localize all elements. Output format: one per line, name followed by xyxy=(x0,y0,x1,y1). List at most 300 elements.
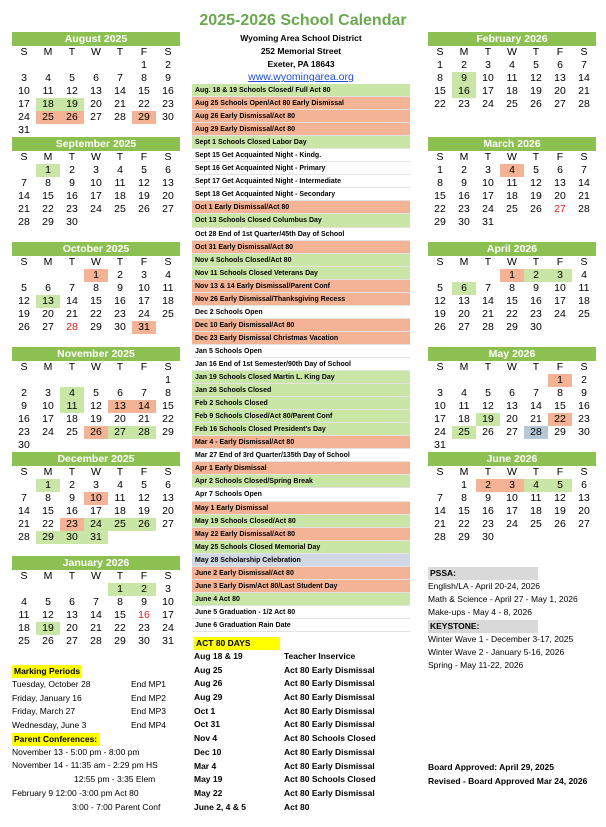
month-aug xyxy=(12,32,180,137)
day-cell: 5 xyxy=(93,387,99,399)
act80-desc: Act 80 Early Dismissal xyxy=(284,678,375,689)
month-grid xyxy=(12,361,180,452)
day-name: S xyxy=(436,256,444,268)
day-cell: 10 xyxy=(434,400,446,412)
day-name: S xyxy=(580,361,588,373)
event-row: Dec 10 Early Dismissal/Act 80 xyxy=(192,319,410,332)
empty-cell xyxy=(36,124,60,137)
day-cell: 24 xyxy=(90,203,102,215)
keystone-heading: KEYSTONE: xyxy=(428,620,538,633)
empty-cell xyxy=(60,59,84,72)
month-grid xyxy=(428,361,596,452)
marking-period-date: Tuesday, October 28 xyxy=(12,679,91,689)
day-cell: 16 xyxy=(452,85,476,98)
day-cell: 4 xyxy=(461,387,467,399)
day-cell: 14 xyxy=(132,400,156,413)
day-name: M xyxy=(459,256,469,268)
month-grid xyxy=(428,151,596,229)
day-name: F xyxy=(140,570,148,582)
day-name: T xyxy=(484,256,492,268)
day-cell: 13 xyxy=(506,400,518,412)
act80-desc: Act 80 Early Dismissal xyxy=(284,760,375,771)
day-cell: 14 xyxy=(18,505,30,517)
day-cell: 3 xyxy=(485,164,491,176)
day-cell: 15 xyxy=(162,400,174,412)
act80-desc: Act 80 Schools Closed xyxy=(284,774,376,785)
day-cell: 25 xyxy=(530,518,542,530)
day-cell: 10 xyxy=(18,85,30,97)
day-cell: 9 xyxy=(533,282,539,294)
event-row: Nov 4 Schools Closed/Act 80 xyxy=(192,254,410,267)
day-cell: 23 xyxy=(578,413,590,425)
empty-cell xyxy=(108,439,132,452)
day-cell: 20 xyxy=(162,505,174,517)
day-name: S xyxy=(436,361,444,373)
day-cell: 22 xyxy=(138,98,150,110)
day-cell: 30 xyxy=(162,111,174,123)
day-cell: 23 xyxy=(60,518,84,531)
act80-date: Aug 18 & 19 xyxy=(194,651,243,661)
day-name: T xyxy=(68,361,76,373)
day-cell: 28 xyxy=(132,426,156,439)
day-cell: 5 xyxy=(485,387,491,399)
day-cell: 16 xyxy=(138,609,150,621)
empty-cell xyxy=(108,216,132,229)
event-row: Oct 28 End of 1st Quarter/45th Day of School xyxy=(192,228,410,241)
event-row: Aug 26 Early Dismissal/Act 80 xyxy=(192,110,410,123)
month-header: August 2025 xyxy=(12,32,180,46)
day-cell: 4 xyxy=(165,269,171,281)
day-cell: 14 xyxy=(114,85,126,97)
month-dec xyxy=(12,452,180,544)
event-row: Aug 25 Schools Open/Act 80 Early Dismissal xyxy=(192,97,410,110)
day-cell: 16 xyxy=(530,295,542,307)
day-cell: 6 xyxy=(581,479,587,491)
event-row: Sept 1 Schools Closed Labor Day xyxy=(192,136,410,149)
empty-cell xyxy=(156,216,180,229)
day-cell: 15 xyxy=(90,295,102,307)
empty-cell xyxy=(428,269,452,282)
day-name: T xyxy=(532,256,540,268)
day-cell: 23 xyxy=(482,518,494,530)
empty-cell xyxy=(84,59,108,72)
day-cell: 29 xyxy=(434,216,446,228)
day-cell: 4 xyxy=(60,387,84,400)
day-cell: 9 xyxy=(485,492,491,504)
day-cell: 6 xyxy=(452,282,476,295)
day-cell: 11 xyxy=(114,177,126,189)
day-cell: 8 xyxy=(93,282,99,294)
event-row: Oct 1 Early Dismissal/Act 80 xyxy=(192,201,410,214)
day-cell: 4 xyxy=(509,59,515,71)
day-cell: 16 xyxy=(66,190,78,202)
empty-cell xyxy=(500,531,524,544)
event-row: Dec 23 Early Dismissal Christmas Vacation xyxy=(192,332,410,345)
day-cell: 19 xyxy=(60,98,84,111)
day-name: S xyxy=(436,151,444,163)
day-cell: 27 xyxy=(554,203,566,215)
day-name: W xyxy=(91,361,101,373)
day-cell: 15 xyxy=(138,85,150,97)
day-cell: 21 xyxy=(18,518,30,530)
day-cell: 4 xyxy=(117,164,123,176)
day-cell: 3 xyxy=(141,269,147,281)
day-cell: 25 xyxy=(36,111,60,124)
day-name: T xyxy=(68,570,76,582)
day-cell: 25 xyxy=(578,308,590,320)
day-cell: 14 xyxy=(578,72,590,84)
day-name: S xyxy=(436,466,444,478)
day-cell: 15 xyxy=(434,85,446,97)
empty-cell xyxy=(132,374,156,387)
day-cell: 1 xyxy=(500,269,524,282)
day-cell: 30 xyxy=(530,321,542,333)
empty-cell xyxy=(452,439,476,452)
month-apr xyxy=(428,242,596,334)
day-cell: 22 xyxy=(458,518,470,530)
month-jan xyxy=(12,556,180,648)
event-row: June 5 Graduation - 1/2 Act 80 xyxy=(192,606,410,619)
day-cell: 2 xyxy=(21,387,27,399)
day-cell: 18 xyxy=(36,98,60,111)
day-cell: 27 xyxy=(42,321,54,333)
day-name: M xyxy=(459,151,469,163)
event-row: Sept 16 Get Acquainted Night - Primary xyxy=(192,162,410,175)
day-cell: 23 xyxy=(162,98,174,110)
day-cell: 20 xyxy=(554,85,566,97)
day-cell: 28 xyxy=(114,111,126,123)
day-cell: 11 xyxy=(162,282,174,294)
act80-row xyxy=(194,746,414,760)
day-cell: 12 xyxy=(90,400,102,412)
empty-cell xyxy=(452,374,476,387)
act80-desc: Act 80 Early Dismissal xyxy=(284,705,375,716)
day-cell: 3 xyxy=(485,59,491,71)
page-title: 2025-2026 School Calendar xyxy=(199,12,407,29)
act80-heading: ACT 80 DAYS xyxy=(194,637,280,650)
act80-row xyxy=(194,718,414,732)
district-city: Exeter, PA 18643 xyxy=(267,59,335,69)
event-row: May 28 Scholarship Celebration xyxy=(192,554,410,567)
day-cell: 23 xyxy=(66,203,78,215)
day-cell: 21 xyxy=(66,308,78,320)
day-cell: 20 xyxy=(458,308,470,320)
day-name: T xyxy=(484,46,492,58)
day-cell: 19 xyxy=(18,308,30,320)
empty-cell xyxy=(36,374,60,387)
day-cell: 23 xyxy=(458,203,470,215)
day-cell: 21 xyxy=(18,203,30,215)
act80-row xyxy=(194,760,414,774)
day-cell: 18 xyxy=(66,413,78,425)
day-name: F xyxy=(140,46,148,58)
day-cell: 18 xyxy=(458,413,470,425)
empty-cell xyxy=(12,59,36,72)
events-list xyxy=(192,84,410,632)
day-cell: 12 xyxy=(482,400,494,412)
day-cell: 25 xyxy=(66,426,78,438)
day-cell: 5 xyxy=(533,59,539,71)
day-name: T xyxy=(532,361,540,373)
day-cell: 10 xyxy=(138,282,150,294)
empty-cell xyxy=(12,479,36,492)
act80-date: June 2, 4 & 5 xyxy=(194,801,246,812)
empty-cell xyxy=(132,531,156,544)
day-name: S xyxy=(436,46,444,58)
day-name: S xyxy=(580,151,588,163)
day-cell: 13 xyxy=(90,85,102,97)
day-cell: 8 xyxy=(557,387,563,399)
empty-cell xyxy=(12,269,36,282)
day-cell: 29 xyxy=(162,426,174,438)
month-header: June 2026 xyxy=(428,452,596,466)
day-cell: 18 xyxy=(530,505,542,517)
marking-period-row xyxy=(12,692,187,706)
district-website-link[interactable]: www.wyomingarea.org xyxy=(248,71,354,83)
day-name: T xyxy=(116,361,124,373)
empty-cell xyxy=(524,216,548,229)
empty-cell xyxy=(156,124,180,137)
event-row: Feb 9 Schools Closed/Act 80/Parent Conf xyxy=(192,410,410,423)
month-header: February 2026 xyxy=(428,32,596,46)
day-cell: 16 xyxy=(578,400,590,412)
act80-desc: Act 80 Early Dismissal xyxy=(284,664,375,675)
day-cell: 2 xyxy=(165,59,171,71)
day-cell: 26 xyxy=(482,426,494,438)
day-cell: 7 xyxy=(69,282,75,294)
empty-cell xyxy=(132,439,156,452)
marking-period-date: Wednesday, June 3 xyxy=(12,720,87,731)
day-cell: 12 xyxy=(554,492,566,504)
day-cell: 7 xyxy=(21,177,27,189)
day-name: F xyxy=(556,151,564,163)
day-cell: 20 xyxy=(506,413,518,425)
day-cell: 23 xyxy=(458,98,470,110)
day-cell: 11 xyxy=(530,492,542,504)
day-cell: 10 xyxy=(506,492,518,504)
day-cell: 12 xyxy=(18,295,30,307)
marking-period-end: End MP4 xyxy=(131,720,166,731)
day-cell: 4 xyxy=(581,269,587,281)
day-cell: 20 xyxy=(554,190,566,202)
act80-date: Oct 31 xyxy=(194,719,220,730)
act80-row xyxy=(194,650,414,664)
day-cell: 7 xyxy=(117,72,123,84)
day-cell: 4 xyxy=(524,479,548,492)
day-cell: 22 xyxy=(42,518,54,530)
day-cell: 21 xyxy=(138,413,150,425)
month-grid xyxy=(12,466,180,544)
day-cell: 21 xyxy=(482,308,494,320)
day-cell: 2 xyxy=(476,479,500,492)
day-name: T xyxy=(532,46,540,58)
day-cell: 2 xyxy=(132,583,156,596)
day-cell: 4 xyxy=(21,596,27,608)
empty-cell xyxy=(84,439,108,452)
day-name: W xyxy=(507,256,517,268)
day-name: M xyxy=(459,466,469,478)
day-cell: 9 xyxy=(117,282,123,294)
empty-cell xyxy=(84,583,108,596)
day-cell: 3 xyxy=(165,583,171,595)
day-cell: 11 xyxy=(506,177,518,189)
district-address: 252 Memorial Street xyxy=(260,46,342,56)
day-cell: 1 xyxy=(36,479,60,492)
act80-desc: Act 80 Early Dismissal xyxy=(284,787,375,798)
act80-desc: Act 80 Early Dismissal xyxy=(284,746,375,757)
day-cell: 16 xyxy=(162,85,174,97)
event-row: May 25 Schools Closed Memorial Day xyxy=(192,541,410,554)
pssa-line: Make-ups - May 4 - 8, 2026 xyxy=(428,607,532,618)
keystone-line: Winter Wave 1 - December 3-17, 2025 xyxy=(428,633,574,644)
day-cell: 21 xyxy=(90,622,102,634)
day-cell: 18 xyxy=(506,190,518,202)
empty-cell xyxy=(156,531,180,544)
day-cell: 9 xyxy=(69,177,75,189)
day-cell: 31 xyxy=(132,321,156,334)
day-cell: 17 xyxy=(42,413,54,425)
day-cell: 17 xyxy=(90,190,102,202)
day-cell: 13 xyxy=(36,295,60,308)
event-row: Apr 1 Early Dismissal xyxy=(192,462,410,475)
day-cell: 17 xyxy=(90,505,102,517)
day-name: F xyxy=(556,256,564,268)
day-name: T xyxy=(116,151,124,163)
event-row: Nov 26 Early Dismissal/Thanksgiving Recess xyxy=(192,293,410,306)
day-cell: 2 xyxy=(117,269,123,281)
day-cell: 25 xyxy=(452,426,476,439)
day-cell: 7 xyxy=(141,387,147,399)
day-name: T xyxy=(532,151,540,163)
event-row: Feb 2 Schools Closed xyxy=(192,397,410,410)
day-name: W xyxy=(507,466,517,478)
day-cell: 19 xyxy=(36,622,60,635)
day-cell: 4 xyxy=(117,479,123,491)
day-name: S xyxy=(164,46,172,58)
keystone-line: Winter Wave 2 - January 5-16, 2026 xyxy=(428,646,565,657)
day-cell: 24 xyxy=(482,98,494,110)
act80-date: Aug 29 xyxy=(194,692,223,703)
act80-date: Aug 25 xyxy=(194,664,223,675)
marking-period-end: End MP3 xyxy=(131,706,166,717)
event-row: Sept 18 Get Acquainted Night - Secondary xyxy=(192,188,410,201)
day-cell: 17 xyxy=(506,505,518,517)
day-cell: 28 xyxy=(578,203,590,215)
day-name: T xyxy=(68,46,76,58)
empty-cell xyxy=(476,439,500,452)
day-cell: 18 xyxy=(162,295,174,307)
empty-cell xyxy=(36,59,60,72)
event-row: Nov 13 & 14 Early Dismissal/Parent Conf xyxy=(192,280,410,293)
day-cell: 16 xyxy=(482,505,494,517)
act80-row xyxy=(194,801,414,815)
pssa-heading: PSSA: xyxy=(428,567,538,580)
day-name: W xyxy=(507,46,517,58)
month-grid xyxy=(428,256,596,334)
day-name: S xyxy=(164,151,172,163)
day-name: S xyxy=(164,570,172,582)
day-name: F xyxy=(556,361,564,373)
act80-date: Aug 26 xyxy=(194,678,223,689)
day-name: M xyxy=(43,466,53,478)
parent-conference-line: November 14 - 11:35 am - 2:29 pm HS xyxy=(12,760,158,771)
day-name: T xyxy=(484,151,492,163)
day-cell: 19 xyxy=(530,190,542,202)
day-cell: 7 xyxy=(485,282,491,294)
day-cell: 6 xyxy=(165,479,171,491)
act80-desc: Teacher Inservice xyxy=(284,651,356,661)
month-may xyxy=(428,347,596,452)
day-name: S xyxy=(164,256,172,268)
day-cell: 13 xyxy=(578,492,590,504)
day-cell: 6 xyxy=(165,164,171,176)
empty-cell xyxy=(108,531,132,544)
day-name: T xyxy=(484,361,492,373)
act80-date: May 19 xyxy=(194,774,223,785)
day-cell: 3 xyxy=(93,479,99,491)
day-cell: 11 xyxy=(578,282,590,294)
event-row: Jan 26 Schools Closed xyxy=(192,384,410,397)
day-cell: 7 xyxy=(581,59,587,71)
act80-row xyxy=(194,705,414,719)
day-cell: 10 xyxy=(162,596,174,608)
event-row: Jan 5 Schools Open xyxy=(192,345,410,358)
month-sep xyxy=(12,137,180,229)
day-cell: 9 xyxy=(21,400,27,412)
empty-cell xyxy=(132,124,156,137)
month-grid xyxy=(12,151,180,229)
day-cell: 29 xyxy=(36,531,60,544)
event-row: May 19 Schools Closed/Act 80 xyxy=(192,515,410,528)
day-cell: 14 xyxy=(66,295,78,307)
day-cell: 21 xyxy=(530,413,542,425)
day-cell: 2 xyxy=(524,269,548,282)
empty-cell xyxy=(156,321,180,334)
day-cell: 17 xyxy=(162,609,174,621)
day-cell: 20 xyxy=(162,190,174,202)
day-cell: 11 xyxy=(506,72,518,84)
day-cell: 8 xyxy=(141,72,147,84)
day-name: S xyxy=(20,256,28,268)
day-cell: 17 xyxy=(554,295,566,307)
day-name: T xyxy=(68,256,76,268)
day-name: T xyxy=(116,256,124,268)
empty-cell xyxy=(524,374,548,387)
empty-cell xyxy=(476,269,500,282)
day-cell: 17 xyxy=(434,413,446,425)
empty-cell xyxy=(572,216,596,229)
day-cell: 10 xyxy=(42,400,54,412)
empty-cell xyxy=(84,374,108,387)
day-cell: 26 xyxy=(42,635,54,647)
act80-row xyxy=(194,691,414,705)
day-cell: 20 xyxy=(42,308,54,320)
day-cell: 2 xyxy=(461,164,467,176)
day-cell: 11 xyxy=(60,400,84,413)
event-row: Mar 4 - Early Dismissal/Act 80 xyxy=(192,436,410,449)
day-cell: 11 xyxy=(42,85,54,97)
day-cell: 7 xyxy=(581,164,587,176)
event-row: Dec 2 Schools Open xyxy=(192,306,410,319)
day-cell: 15 xyxy=(42,190,54,202)
day-cell: 13 xyxy=(66,609,78,621)
day-cell: 15 xyxy=(554,400,566,412)
act80-date: Dec 10 xyxy=(194,746,222,757)
day-name: F xyxy=(556,466,564,478)
day-cell: 30 xyxy=(66,216,78,228)
day-cell: 5 xyxy=(21,282,27,294)
event-row: Oct 31 Early Dismissal/Act 80 xyxy=(192,241,410,254)
